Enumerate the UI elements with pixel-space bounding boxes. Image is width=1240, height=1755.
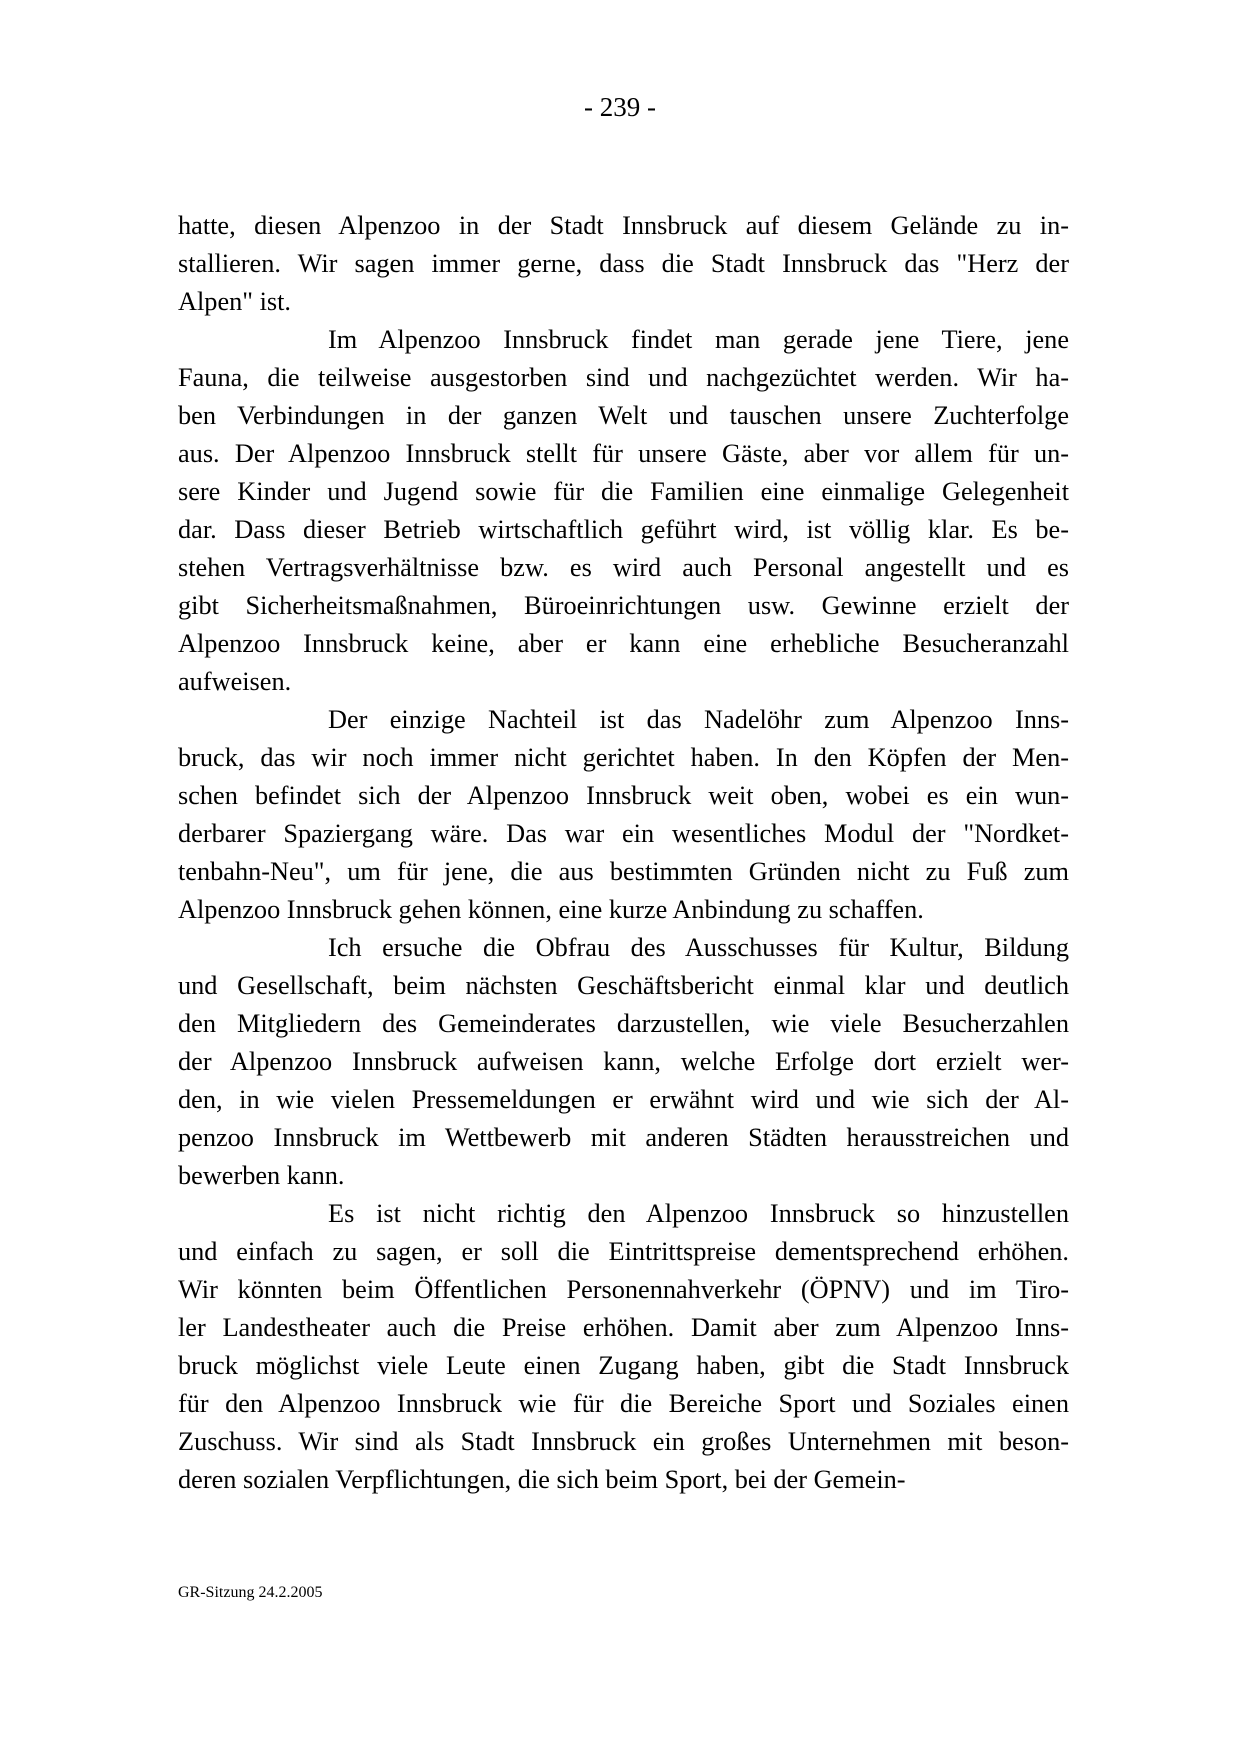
text-line: stallieren. Wir sagen immer gerne, dass die Stadt Innsbruck das "Herz der <box>178 249 1069 278</box>
text-line: Alpenzoo Innsbruck keine, aber er kann eine erhebliche Besucheranzahl <box>178 629 1069 658</box>
text-line: Alpenzoo Innsbruck gehen können, eine kurze Anbindung zu schaffen. <box>178 895 924 924</box>
text-line: stehen Vertragsverhältnisse bzw. es wird auch Personal angestellt und es <box>178 553 1069 582</box>
page-number: - 239 - <box>584 92 656 122</box>
text-line: sere Kinder und Jugend sowie für die Familien eine einmalige Gelegenheit <box>178 477 1069 506</box>
footer-session-date: GR-Sitzung 24.2.2005 <box>178 1584 323 1601</box>
text-line: Es ist nicht richtig den Alpenzoo Innsbruck so hinzustellen <box>328 1199 1069 1228</box>
text-line: und Gesellschaft, beim nächsten Geschäftsbericht einmal klar und deutlich <box>178 971 1069 1000</box>
text-line: hatte, diesen Alpenzoo in der Stadt Innsbruck auf diesem Gelände zu in- <box>178 211 1069 240</box>
text-line: derbarer Spaziergang wäre. Das war ein wesentliches Modul der "Nordket- <box>178 819 1069 848</box>
text-line: Fauna, die teilweise ausgestorben sind und nachgezüchtet werden. Wir ha- <box>178 363 1069 392</box>
text-line: den Mitgliedern des Gemeinderates darzustellen, wie viele Besucherzahlen <box>178 1009 1069 1038</box>
text-line: deren sozialen Verpflichtungen, die sich beim Sport, bei der Gemein- <box>178 1465 906 1494</box>
text-line: Zuschuss. Wir sind als Stadt Innsbruck ein großes Unternehmen mit beson- <box>178 1427 1069 1456</box>
text-line: Wir könnten beim Öffentlichen Personennahverkehr (ÖPNV) und im Tiro- <box>178 1275 1069 1304</box>
text-line: Alpen" ist. <box>178 287 291 316</box>
text-line: der Alpenzoo Innsbruck aufweisen kann, welche Erfolge dort erzielt wer- <box>178 1047 1069 1076</box>
text-line: und einfach zu sagen, er soll die Eintrittspreise dementsprechend erhöhen. <box>178 1237 1069 1266</box>
text-line: bruck, das wir noch immer nicht gerichtet haben. In den Köpfen der Men- <box>178 743 1069 772</box>
text-line: Der einzige Nachteil ist das Nadelöhr zum Alpenzoo Inns- <box>328 705 1069 734</box>
text-line: für den Alpenzoo Innsbruck wie für die Bereiche Sport und Soziales einen <box>178 1389 1069 1418</box>
text-line: gibt Sicherheitsmaßnahmen, Büroeinrichtungen usw. Gewinne erzielt der <box>178 591 1069 620</box>
text-line: Ich ersuche die Obfrau des Ausschusses für Kultur, Bildung <box>328 933 1069 962</box>
text-line: schen befindet sich der Alpenzoo Innsbruck weit oben, wobei es ein wun- <box>178 781 1069 810</box>
text-line: aufweisen. <box>178 667 292 696</box>
document-body <box>178 207 1069 1499</box>
text-line: ben Verbindungen in der ganzen Welt und tauschen unsere Zuchterfolge <box>178 401 1069 430</box>
text-line: tenbahn-Neu", um für jene, die aus bestimmten Gründen nicht zu Fuß zum <box>178 857 1069 886</box>
text-line: Im Alpenzoo Innsbruck findet man gerade jene Tiere, jene <box>328 325 1069 354</box>
text-line: ler Landestheater auch die Preise erhöhen. Damit aber zum Alpenzoo Inns- <box>178 1313 1069 1342</box>
text-line: bruck möglichst viele Leute einen Zugang haben, gibt die Stadt Innsbruck <box>178 1351 1069 1380</box>
text-line: penzoo Innsbruck im Wettbewerb mit anderen Städten herausstreichen und <box>178 1123 1069 1152</box>
text-line: dar. Dass dieser Betrieb wirtschaftlich geführt wird, ist völlig klar. Es be- <box>178 515 1069 544</box>
text-line: bewerben kann. <box>178 1161 345 1190</box>
text-line: aus. Der Alpenzoo Innsbruck stellt für unsere Gäste, aber vor allem für un- <box>178 439 1069 468</box>
text-line: den, in wie vielen Pressemeldungen er erwähnt wird und wie sich der Al- <box>178 1085 1069 1114</box>
